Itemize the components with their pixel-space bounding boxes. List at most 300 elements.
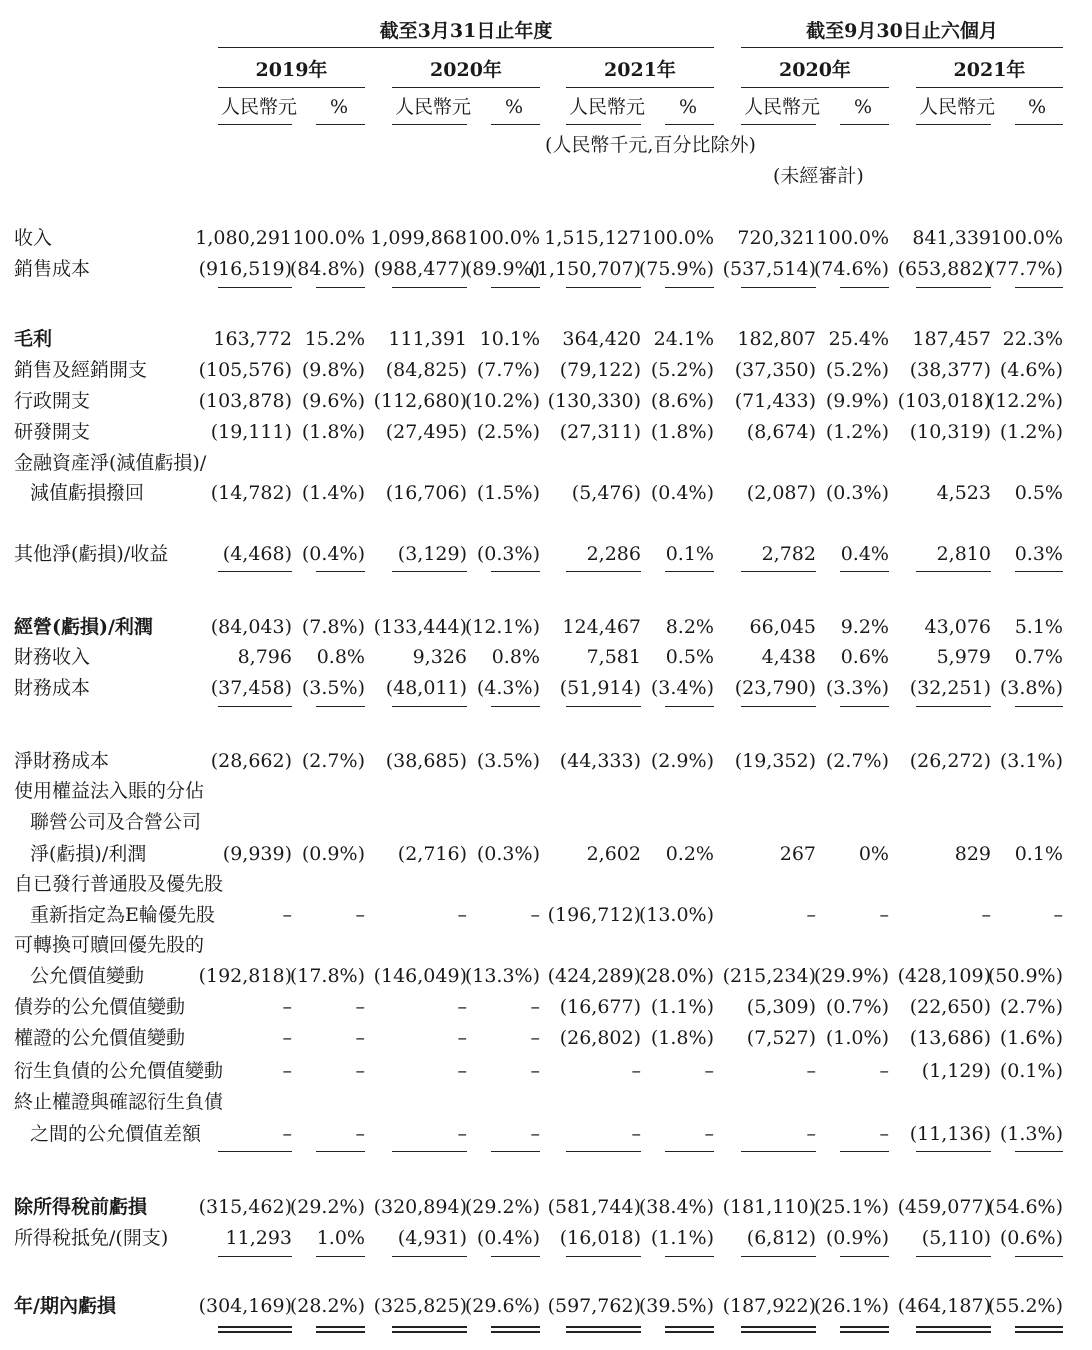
pct-value: – (879, 904, 889, 926)
amount-value: (28,662) (210, 750, 292, 772)
pct-header: % (504, 96, 523, 118)
amount-value: (26,802) (559, 1027, 641, 1049)
pct-value: (2.7%) (999, 996, 1063, 1018)
pct-value: (50.9%) (987, 965, 1063, 987)
amount-value: (112,680) (373, 390, 467, 412)
pct-value: (89.9%) (464, 258, 540, 280)
pct-value: (1.0%) (825, 1027, 889, 1049)
row-label: 財務成本 (14, 677, 91, 699)
amount-value: (9,939) (222, 843, 292, 865)
year-rule (218, 87, 365, 88)
year-header: 2020年 (779, 59, 851, 81)
pct-value: (9.6%) (301, 390, 365, 412)
pct-value: 0.4% (840, 543, 889, 565)
subtotal-rule (392, 571, 467, 572)
pct-value: (7.8%) (301, 616, 365, 638)
subtotal-rule (741, 571, 816, 572)
pct-value: (7.7%) (476, 359, 540, 381)
unit-header: 人民幣元 (221, 96, 298, 118)
amount-value: (130,330) (547, 390, 641, 412)
column-rule (566, 124, 641, 125)
amount-value: – (806, 1123, 816, 1145)
amount-value: (196,712) (547, 904, 641, 926)
subtotal-rule (491, 571, 540, 572)
total-double-rule (491, 1326, 540, 1333)
amount-value: 111,391 (388, 328, 467, 350)
subtotal-rule (566, 1256, 641, 1257)
amount-value: (3,129) (397, 543, 467, 565)
pct-value: (3.8%) (999, 677, 1063, 699)
row-label: 毛利 (14, 328, 53, 350)
amount-value: (27,311) (559, 421, 641, 443)
pct-value: 100.0% (467, 227, 540, 249)
subtotal-rule (491, 1256, 540, 1257)
pct-value: (0.1%) (999, 1060, 1063, 1082)
subtotal-rule (665, 287, 714, 288)
amount-value: (84,043) (210, 616, 292, 638)
total-double-rule (916, 1326, 991, 1333)
amount-value: (48,011) (385, 677, 467, 699)
subtotal-rule (1015, 706, 1063, 707)
row-label: 行政開支 (14, 390, 91, 412)
pct-value: (2.9%) (650, 750, 714, 772)
subtotal-rule (916, 287, 991, 288)
pct-value: (0.7%) (825, 996, 889, 1018)
amount-value: (105,576) (198, 359, 292, 381)
total-double-rule (566, 1326, 641, 1333)
amount-value: (4,931) (397, 1227, 467, 1249)
pct-value: (26.1%) (813, 1295, 889, 1317)
amount-value: 2,602 (586, 843, 641, 865)
amount-value: (37,458) (210, 677, 292, 699)
amount-value: (10,319) (909, 421, 991, 443)
amount-value: (1,150,707) (529, 258, 641, 280)
pct-value: 15.2% (304, 328, 365, 350)
pct-value: – (355, 1123, 365, 1145)
pct-value: 100.0% (990, 227, 1063, 249)
pct-value: 0.7% (1014, 646, 1063, 668)
pct-value: 0.6% (840, 646, 889, 668)
year-header: 2019年 (255, 59, 328, 81)
subtotal-rule (316, 1256, 365, 1257)
amount-value: – (457, 1027, 467, 1049)
amount-value: 364,420 (562, 328, 641, 350)
subtotal-rule (1015, 1151, 1063, 1152)
amount-value: (5,309) (746, 996, 816, 1018)
pct-value: (25.1%) (813, 1196, 889, 1218)
subtotal-rule (1015, 287, 1063, 288)
amount-value: (27,495) (385, 421, 467, 443)
amount-value: 2,810 (936, 543, 991, 565)
pct-value: (9.8%) (301, 359, 365, 381)
pct-value: 8.2% (665, 616, 714, 638)
pct-value: 9.2% (840, 616, 889, 638)
pct-value: (77.7%) (987, 258, 1063, 280)
subtotal-rule (741, 1256, 816, 1257)
pct-value: – (355, 1027, 365, 1049)
amount-value: – (631, 1123, 641, 1145)
pct-value: (0.3%) (825, 482, 889, 504)
amount-value: (653,882) (897, 258, 991, 280)
amount-value: (187,922) (722, 1295, 816, 1317)
pct-value: (4.6%) (999, 359, 1063, 381)
amount-value: 8,796 (237, 646, 292, 668)
amount-value: (16,706) (385, 482, 467, 504)
amount-value: (103,878) (198, 390, 292, 412)
pct-value: (28.2%) (289, 1295, 365, 1317)
pct-value: 10.1% (479, 328, 540, 350)
pct-value: (1.1%) (650, 996, 714, 1018)
row-label: 年/期內虧損 (14, 1295, 116, 1317)
pct-value: (1.1%) (650, 1227, 714, 1249)
pct-value: 0.1% (1014, 843, 1063, 865)
amount-value: (988,477) (373, 258, 467, 280)
row-label: 除所得稅前虧損 (14, 1196, 148, 1218)
amount-value: (537,514) (722, 258, 816, 280)
pct-value: – (530, 904, 540, 926)
amount-value: 4,438 (761, 646, 816, 668)
pct-value: (5.2%) (825, 359, 889, 381)
pct-value: (1.8%) (301, 421, 365, 443)
amount-value: (51,914) (559, 677, 641, 699)
pct-value: – (530, 1027, 540, 1049)
subtotal-rule (566, 571, 641, 572)
total-double-rule (218, 1326, 292, 1333)
pct-value: 0.2% (665, 843, 714, 865)
pct-value: (0.4%) (476, 1227, 540, 1249)
amount-value: (325,825) (373, 1295, 467, 1317)
pct-value: 0.5% (665, 646, 714, 668)
pct-value: 1.0% (316, 1227, 365, 1249)
pct-value: – (355, 904, 365, 926)
subtotal-rule (316, 287, 365, 288)
row-label: 重新指定為E輪優先股 (30, 904, 215, 926)
row-label: 權證的公允價值變動 (14, 1027, 186, 1049)
subtotal-rule (916, 1256, 991, 1257)
pct-value: (55.2%) (987, 1295, 1063, 1317)
row-label: 減值虧損撥回 (30, 482, 145, 504)
pct-value: (0.3%) (476, 843, 540, 865)
row-label: 衍生負債的公允價值變動 (14, 1060, 224, 1082)
amount-value: 2,286 (586, 543, 641, 565)
amount-value: (84,825) (385, 359, 467, 381)
amount-value: (14,782) (210, 482, 292, 504)
subtotal-rule (741, 1151, 816, 1152)
amount-value: 182,807 (737, 328, 816, 350)
pct-value: (29.2%) (289, 1196, 365, 1218)
amount-value: (79,122) (559, 359, 641, 381)
amount-value: (215,234) (722, 965, 816, 987)
amount-value: (103,018) (897, 390, 991, 412)
unit-note: (人民幣千元,百分比除外) (545, 134, 756, 156)
column-rule (218, 124, 292, 125)
subtotal-rule (392, 287, 467, 288)
amount-value: (916,519) (198, 258, 292, 280)
subtotal-rule (566, 706, 641, 707)
amount-value: (5,110) (921, 1227, 991, 1249)
row-label: 使用權益法入賬的分佔 (14, 780, 205, 802)
pct-value: (38.4%) (638, 1196, 714, 1218)
amount-value: (428,109) (897, 965, 991, 987)
amount-value: 43,076 (924, 616, 991, 638)
amount-value: 11,293 (225, 1227, 292, 1249)
subtotal-rule (218, 571, 292, 572)
pct-value: (0.6%) (999, 1227, 1063, 1249)
amount-value: (192,818) (198, 965, 292, 987)
pct-value: (84.8%) (289, 258, 365, 280)
subtotal-rule (665, 706, 714, 707)
pct-value: (13.3%) (464, 965, 540, 987)
amount-value: (11,136) (909, 1123, 991, 1145)
subtotal-rule (840, 1256, 889, 1257)
amount-value: 7,581 (586, 646, 641, 668)
pct-value: (3.5%) (476, 750, 540, 772)
amount-value: (5,476) (571, 482, 641, 504)
amount-value: (23,790) (734, 677, 816, 699)
pct-header: % (329, 96, 348, 118)
pct-value: – (355, 1060, 365, 1082)
pct-value: (9.9%) (825, 390, 889, 412)
amount-value: (38,377) (909, 359, 991, 381)
pct-value: – (355, 996, 365, 1018)
pct-value: 0% (858, 843, 889, 865)
pct-value: (12.2%) (987, 390, 1063, 412)
unit-header: 人民幣元 (569, 96, 646, 118)
pct-header: % (1027, 96, 1046, 118)
header-rule (741, 47, 1063, 48)
pct-value: (29.6%) (464, 1295, 540, 1317)
pct-header: % (853, 96, 872, 118)
pct-value: 25.4% (828, 328, 889, 350)
amount-value: (19,111) (210, 421, 292, 443)
row-label: 研發開支 (14, 421, 91, 443)
pct-value: (0.4%) (301, 543, 365, 565)
pct-value: (75.9%) (638, 258, 714, 280)
pct-value: 0.5% (1014, 482, 1063, 504)
year-header: 2021年 (604, 59, 676, 81)
unaudited-note: (未經審計) (773, 165, 864, 187)
amount-value: (32,251) (909, 677, 991, 699)
pct-value: (29.9%) (813, 965, 889, 987)
subtotal-rule (218, 287, 292, 288)
subtotal-rule (840, 1151, 889, 1152)
amount-value: (304,169) (198, 1295, 292, 1317)
subtotal-rule (741, 287, 816, 288)
pct-value: – (530, 996, 540, 1018)
pct-value: (4.3%) (476, 677, 540, 699)
pct-value: – (879, 1123, 889, 1145)
subtotal-rule (491, 706, 540, 707)
amount-value: 187,457 (912, 328, 991, 350)
pct-value: – (530, 1060, 540, 1082)
pct-value: (1.6%) (999, 1027, 1063, 1049)
pct-value: (8.6%) (650, 390, 714, 412)
pct-value: (1.5%) (476, 482, 540, 504)
subtotal-rule (916, 1151, 991, 1152)
amount-value: – (457, 996, 467, 1018)
amount-value: – (631, 1060, 641, 1082)
column-rule (316, 124, 365, 125)
amount-value: 124,467 (562, 616, 641, 638)
row-label: 債券的公允價值變動 (14, 996, 186, 1018)
row-label: 終止權證與確認衍生負債 (14, 1091, 224, 1113)
subtotal-rule (916, 571, 991, 572)
row-label: 淨(虧損)/利潤 (30, 843, 147, 865)
subtotal-rule (1015, 1256, 1063, 1257)
row-label: 淨財務成本 (14, 750, 110, 772)
amount-value: (464,187) (897, 1295, 991, 1317)
amount-value: 829 (954, 843, 991, 865)
pct-value: (3.3%) (825, 677, 889, 699)
amount-value: (133,444) (373, 616, 467, 638)
row-label: 財務收入 (14, 646, 91, 668)
amount-value: 267 (779, 843, 816, 865)
amount-value: 1,080,291 (195, 227, 292, 249)
amount-value: 66,045 (749, 616, 816, 638)
amount-value: 163,772 (213, 328, 292, 350)
pct-value: (1.4%) (301, 482, 365, 504)
amount-value: 841,339 (912, 227, 991, 249)
unit-header: 人民幣元 (744, 96, 821, 118)
row-label: 公允價值變動 (30, 965, 145, 987)
unit-header: 人民幣元 (919, 96, 996, 118)
pct-value: (10.2%) (464, 390, 540, 412)
amount-value: – (457, 904, 467, 926)
row-label: 所得稅抵免/(開支) (14, 1227, 169, 1249)
amount-value: (26,272) (909, 750, 991, 772)
subtotal-rule (316, 571, 365, 572)
amount-value: 1,099,868 (370, 227, 467, 249)
amount-value: – (457, 1060, 467, 1082)
row-label: 聯營公司及合營公司 (30, 811, 202, 833)
pct-value: (17.8%) (289, 965, 365, 987)
amount-value: – (282, 904, 292, 926)
amount-value: (13,686) (909, 1027, 991, 1049)
pct-value: (29.2%) (464, 1196, 540, 1218)
pct-value: (1.8%) (650, 421, 714, 443)
subtotal-rule (392, 1256, 467, 1257)
amount-value: (146,049) (373, 965, 467, 987)
pct-value: (5.2%) (650, 359, 714, 381)
pct-value: (74.6%) (813, 258, 889, 280)
subtotal-rule (566, 287, 641, 288)
pct-value: 0.8% (491, 646, 540, 668)
pct-value: (28.0%) (638, 965, 714, 987)
subtotal-rule (665, 571, 714, 572)
pct-value: (54.6%) (987, 1196, 1063, 1218)
pct-value: – (879, 1060, 889, 1082)
column-rule (916, 124, 991, 125)
pct-value: (3.4%) (650, 677, 714, 699)
pct-value: 22.3% (1002, 328, 1063, 350)
column-rule (665, 124, 714, 125)
amount-value: (2,087) (746, 482, 816, 504)
pct-value: – (704, 1123, 714, 1145)
row-label: 銷售及經銷開支 (14, 359, 148, 381)
pct-value: – (1053, 904, 1063, 926)
amount-value: (581,744) (547, 1196, 641, 1218)
subtotal-rule (392, 1151, 467, 1152)
year-rule (741, 87, 889, 88)
year-header: 2021年 (953, 59, 1026, 81)
amount-value: 2,782 (761, 543, 816, 565)
pct-value: 0.3% (1014, 543, 1063, 565)
amount-value: (44,333) (559, 750, 641, 772)
amount-value: – (282, 1027, 292, 1049)
amount-value: (181,110) (722, 1196, 816, 1218)
subtotal-rule (840, 571, 889, 572)
amount-value: (16,018) (559, 1227, 641, 1249)
amount-value: (22,650) (909, 996, 991, 1018)
amount-value: (315,462) (198, 1196, 292, 1218)
pct-value: (1.2%) (999, 421, 1063, 443)
amount-value: (320,894) (373, 1196, 467, 1218)
row-label: 可轉換可贖回優先股的 (14, 934, 205, 956)
amount-value: (19,352) (734, 750, 816, 772)
pct-value: (1.3%) (999, 1123, 1063, 1145)
amount-value: (597,762) (547, 1295, 641, 1317)
pct-value: 0.1% (665, 543, 714, 565)
pct-value: (3.5%) (301, 677, 365, 699)
year-header: 2020年 (430, 59, 502, 81)
unit-header: 人民幣元 (395, 96, 472, 118)
amount-value: 4,523 (936, 482, 991, 504)
pct-value: (13.0%) (638, 904, 714, 926)
column-rule (1015, 124, 1063, 125)
total-double-rule (665, 1326, 714, 1333)
amount-value: (6,812) (746, 1227, 816, 1249)
total-double-rule (1015, 1326, 1063, 1333)
pct-value: 0.8% (316, 646, 365, 668)
subtotal-rule (316, 1151, 365, 1152)
amount-value: – (282, 1060, 292, 1082)
pct-value: – (530, 1123, 540, 1145)
amount-value: (424,289) (547, 965, 641, 987)
pct-value: (0.9%) (301, 843, 365, 865)
row-label: 之間的公允價值差額 (30, 1123, 202, 1145)
subtotal-rule (840, 287, 889, 288)
amount-value: (4,468) (222, 543, 292, 565)
amount-value: (8,674) (746, 421, 816, 443)
amount-value: (37,350) (734, 359, 816, 381)
row-label: 金融資產淨(減值虧損)/ (14, 452, 207, 474)
column-rule (840, 124, 889, 125)
subtotal-rule (392, 706, 467, 707)
year-rule (392, 87, 540, 88)
amount-value: (1,129) (921, 1060, 991, 1082)
amount-value: – (282, 996, 292, 1018)
pct-value: 100.0% (292, 227, 365, 249)
year-rule (916, 87, 1063, 88)
subtotal-rule (741, 706, 816, 707)
subtotal-rule (665, 1256, 714, 1257)
subtotal-rule (840, 706, 889, 707)
total-double-rule (392, 1326, 467, 1333)
amount-value: – (282, 1123, 292, 1145)
subtotal-rule (316, 706, 365, 707)
row-label: 收入 (14, 227, 53, 249)
pct-value: 24.1% (653, 328, 714, 350)
pct-value: (2.7%) (825, 750, 889, 772)
group-title-six-months: 截至9月30日止六個月 (806, 20, 998, 42)
subtotal-rule (1015, 571, 1063, 572)
pct-value: – (704, 1060, 714, 1082)
pct-value: (39.5%) (638, 1295, 714, 1317)
row-label: 經營(虧損)/利潤 (14, 616, 153, 638)
pct-value: (3.1%) (999, 750, 1063, 772)
column-rule (491, 124, 540, 125)
pct-value: (0.4%) (650, 482, 714, 504)
